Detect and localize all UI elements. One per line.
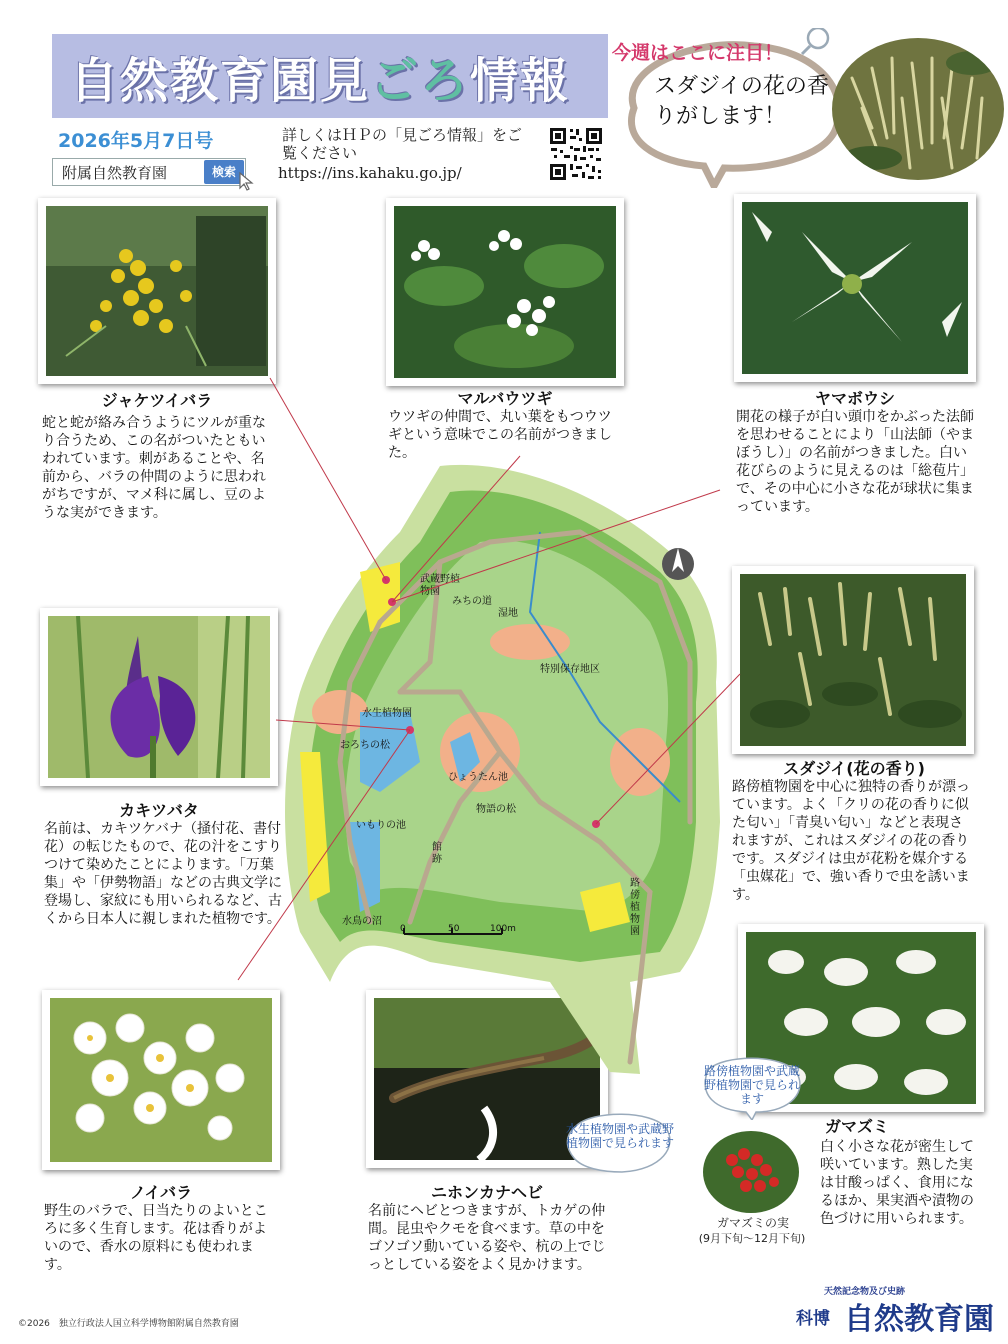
footer-copyright: ©2026 独立行政法人国立科学博物館附属自然教育園 bbox=[18, 1319, 239, 1329]
footer-subtitle: 天然記念物及び史跡 bbox=[824, 1287, 906, 1297]
sudajii-name: スダジイ(花の香り) bbox=[783, 759, 925, 778]
map-label-robou: 路傍植物園 bbox=[630, 878, 640, 937]
search-button[interactable]: 検索 bbox=[204, 160, 244, 184]
featured-text: スダジイの花の香りがします！ bbox=[654, 74, 829, 129]
berry-caption-1: ガマズミの実 bbox=[716, 1216, 789, 1230]
map-scale-50: 50 bbox=[448, 924, 460, 934]
nihonkanahebi-description: 名前にヘビとつきますが、トカゲの仲間。昆虫やクモを食べます。草の中をゴソゴソ動いている姿や、杭の上でじっとしている姿をよく見かけます。 bbox=[368, 1203, 606, 1273]
page-title: 自然教育園見ごろ情報 bbox=[70, 53, 571, 109]
noibara-name: ノイバラ bbox=[129, 1183, 193, 1202]
issue-date: 2026年5月7日号 bbox=[58, 130, 214, 152]
berry-caption-2: (9月下旬～12月下旬) bbox=[698, 1232, 806, 1245]
noibara-description: 野生のバラで、日当たりのよいところに多く生育します。花は香りがよいので、香水の原料にも使われます。 bbox=[44, 1203, 268, 1273]
qr-code-icon bbox=[548, 126, 604, 182]
footer-logo-text: 自然教育園 bbox=[844, 1302, 994, 1337]
gamazumi-description: 白く小さな花が密生して咲いています。熟した実は甘酸っぱく、食用になるほか、果実酒や漬物の色づけに用いられます。 bbox=[820, 1139, 974, 1227]
map-scale-0: 0 bbox=[400, 924, 406, 934]
map-label-tokubetsu: 特別保存地区 bbox=[540, 664, 600, 675]
jaketsuibara-photo bbox=[38, 198, 276, 384]
map-label-musashino: 武蔵野植物園 bbox=[420, 574, 460, 597]
marubautsugi-photo bbox=[386, 198, 624, 386]
yamaboushi-description: 開花の様子が白い頭巾をかぶった法師を思わせることにより「山法師（やまぼうし）」の名前がつきました。白い花びらのように見えるのは「総苞片」で、その中心に小さな花が球状に集まっています。 bbox=[736, 409, 974, 515]
kakitsubata-description: 名前は、カキツケバナ（掻付花、書付花）の転じたもので、花の汁をこすりつけて染めたことによります。「万葉集」や「伊勢物語」などの古典文学に登場し、家紋にも用いられるなど、古くから日本人に親しまれた植物です。 bbox=[44, 821, 282, 927]
footer-logo-kahaku: 科博 bbox=[796, 1309, 830, 1329]
gamazumi-name: ガマズミ bbox=[824, 1117, 889, 1136]
map-label-kan: 館跡 bbox=[432, 842, 442, 865]
sudajii-photo bbox=[732, 566, 974, 754]
marubautsugi-description: ウツギの仲間で、丸い葉をもつウツギという意味でこの名前がつきました。 bbox=[388, 409, 612, 461]
kakitsubata-name: カキツバタ bbox=[119, 801, 199, 820]
nihonkanahebi-name: ニホンカナヘビ bbox=[430, 1183, 543, 1202]
kakitsubata-photo bbox=[40, 608, 278, 786]
gamazumi-berry-photo bbox=[702, 1130, 800, 1214]
jaketsuibara-name: ジャケツイバラ bbox=[101, 391, 213, 410]
map-label-mizudori: 水鳥の沼 bbox=[342, 916, 382, 927]
map-label-orochi: おろちの松 bbox=[340, 740, 390, 751]
map-label-imori: いもりの池 bbox=[356, 820, 406, 831]
sudajii-description: 路傍植物園を中心に独特の香りが漂っています。よく「クリの花の香りに似た匂い」「青臭い匂い」などと表現されますが、これはスダジイの花の香りです。スダジイは虫が花粉を媒介する「虫媒花」で、強い香りで虫を誘います。 bbox=[732, 779, 970, 903]
hp-note: 詳しくはＨＰの「見ごろ情報」をご覧ください bbox=[282, 126, 523, 162]
map-label-mitsu: みちの道 bbox=[452, 596, 492, 607]
map-scale-100: 100m bbox=[490, 924, 516, 934]
map-label-monogatari: 物語の松 bbox=[476, 804, 516, 815]
jaketsuibara-description: 蛇と蛇が絡み合うようにツルが重なり合うため、この名がついたともいわれています。刺があることや、名前から、バラの仲間のように思われがちですが、マメ科に属し、豆のような実ができます。 bbox=[42, 415, 266, 521]
map-label-suisei: 水生植物園 bbox=[362, 708, 412, 719]
sudajii-flower-photo bbox=[832, 38, 1004, 180]
map-label-hyoutan: ひょうたん池 bbox=[448, 772, 508, 783]
gamazumi-callout: 路傍植物園や武蔵野植物園で見られます bbox=[703, 1064, 800, 1106]
featured-heading: 今週はここに注目！ bbox=[612, 42, 784, 64]
yamaboushi-photo bbox=[734, 194, 976, 382]
search-query-text: 附属自然教育園 bbox=[62, 164, 168, 182]
marubautsugi-name: マルバウツギ bbox=[457, 389, 553, 408]
north-arrow-icon: N bbox=[674, 534, 682, 544]
yamaboushi-name: ヤマボウシ bbox=[814, 389, 895, 408]
kanahebi-callout: 水生植物園や武蔵野植物園で見られます bbox=[566, 1122, 675, 1150]
noibara-photo bbox=[42, 990, 280, 1170]
pointer-cursor-icon bbox=[238, 172, 256, 192]
map-label-shitchi: 湿地 bbox=[498, 608, 518, 619]
hp-url-link[interactable]: https://ins.kahaku.go.jp/ bbox=[278, 164, 462, 182]
